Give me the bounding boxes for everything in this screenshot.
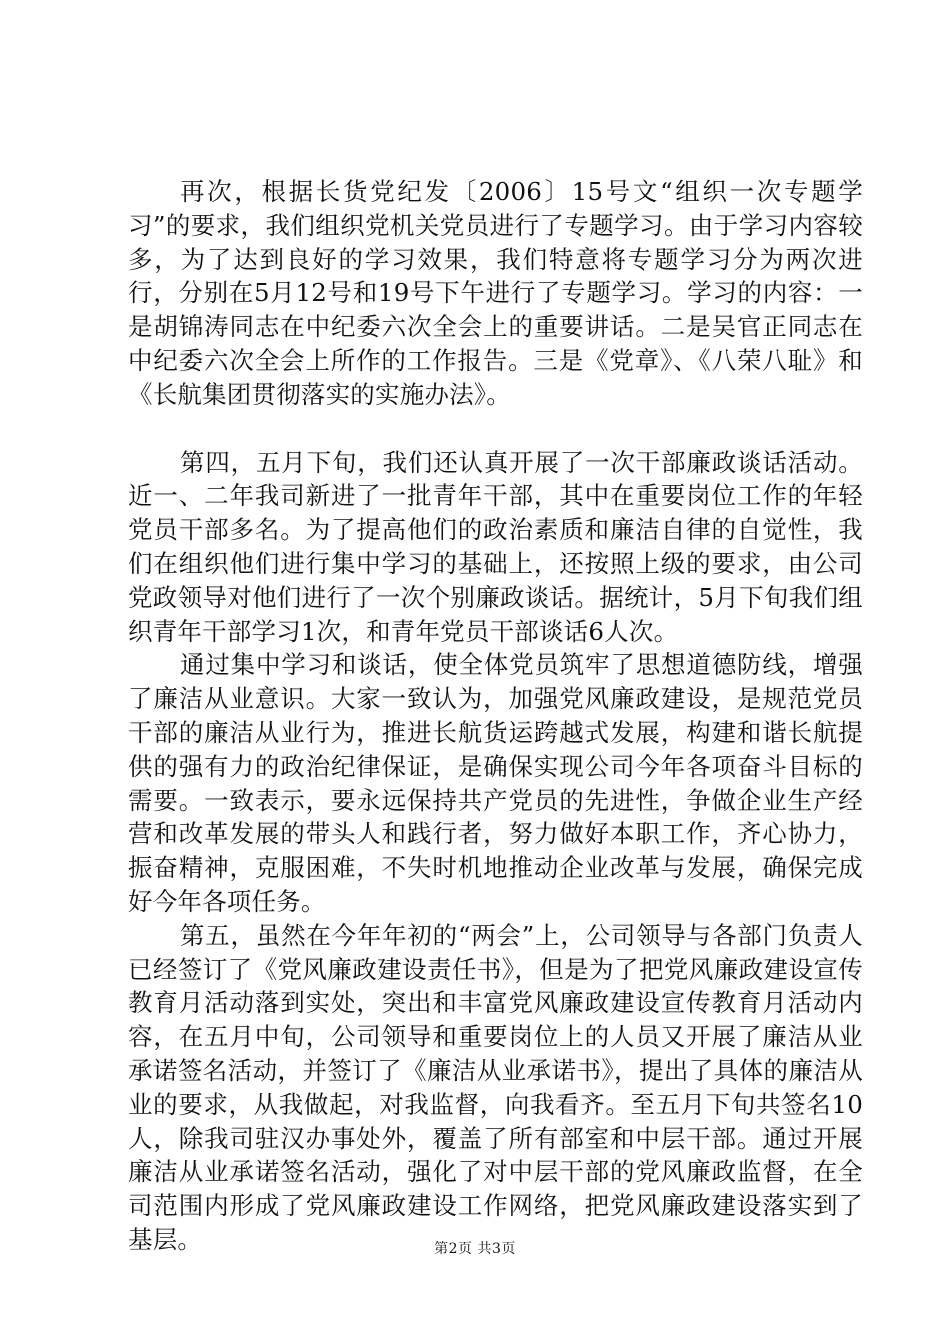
page-number-footer: 第2页 共3页 (434, 1241, 516, 1257)
paragraph-pledge-signing: 第五，虽然在今年年初的“两会”上，公司领导与各部门负责人已经签订了《党风廉政建设责任书》，但是为了把党风廉政建设宣传教育月活动落到实处，突出和丰富党风廉政建设宣传教育月活动内容，在五月中旬，公司领导和重要岗位上的人员又开展了廉洁从业承诺签名活动，并签订了《廉洁从业承诺书》，提出了具体的廉洁从业的要求，从我做起，对我监督，向我看齐。至五月下旬共签名10人，除我司驻汉办事处外，覆盖了所有部室和中层干部。通过开展廉洁从业承诺签名活动，强化了对中层干部的党风廉政监督，在全司范围内形成了党风廉政建设工作网络，把党风廉政建设落实到了基层。 (128, 920, 863, 1254)
paragraph-special-study: 再次，根据长货党纪发〔2006〕15号文“组织一次专题学习”的要求，我们组织党机关党员进行了专题学习。由于学习内容较多，为了达到良好的学习效果，我们特意将专题学习分为两次进行，分别在5月12号和19号下午进行了专题学习。学习的内容：一是胡锦涛同志在中纪委六次全会上的重要讲话。二是吴官正同志在中纪委六次全会上所作的工作报告。三是《党章》、《八荣八耻》和《长航集团贯彻落实的实施办法》。 (128, 177, 863, 409)
paragraph-study-outcome: 通过集中学习和谈话，使全体党员筑牢了思想道德防线，增强了廉洁从业意识。大家一致认为，加强党风廉政建设，是规范党员干部的廉洁从业行为，推进长航货运跨越式发展，构建和谐长航提供的强有力的政治纪律保证，是确保实现公司今年各项奋斗目标的需要。一致表示，要永远保持共产党员的先进性，争做企业生产经营和改革发展的带头人和践行者，努力做好本职工作，齐心协力，振奋精神，克服困难，不失时机地推动企业改革与发展，确保完成好今年各项任务。 (128, 650, 863, 916)
paragraph-integrity-talks: 第四，五月下旬，我们还认真开展了一次干部廉政谈话活动。近一、二年我司新进了一批青年干部，其中在重要岗位工作的年轻党员干部多名。为了提高他们的政治素质和廉洁自律的自觉性，我们在组织他们进行集中学习的基础上，还按照上级的要求，由公司党政领导对他们进行了一次个别廉政谈话。据统计，5月下旬我们组织青年干部学习1次，和青年党员干部谈话6人次。 (128, 447, 863, 646)
document-body (128, 175, 863, 1257)
